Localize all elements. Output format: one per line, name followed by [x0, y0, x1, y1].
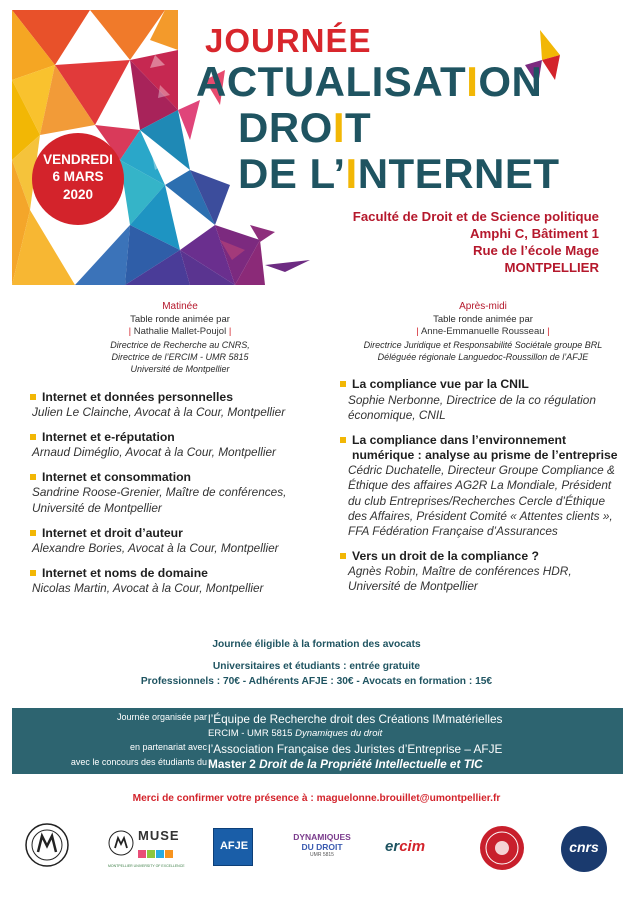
bullet-icon: [30, 474, 36, 480]
partner-logos: [0, 822, 633, 882]
list-item: [340, 433, 626, 539]
ercim-a: er: [385, 838, 400, 855]
topic-title: Internet et noms de domaine: [30, 566, 330, 581]
topic-speaker: Cédric Duchatelle, Directeur Groupe Compliance & Éthique des affaires AG2R La Mondiale, Président du club Entreprises/Recherches Cercle d’Éthique des Affaires, Président Comité « Attentes clients », FFA Fédération Française d’Assurances: [348, 463, 615, 538]
ercim-b: cim: [399, 838, 426, 855]
afje-logo: [213, 828, 253, 866]
topic-speaker: Sophie Nerbonne, Directrice de la co régulation économique, CNIL: [348, 392, 596, 422]
cnrs-logo: [561, 826, 607, 872]
afternoon-session: [340, 300, 626, 594]
topic-title: Vers un droit de la compliance ?: [340, 549, 626, 564]
moderator-role: Directrice de Recherche au CNRS,: [110, 340, 250, 351]
afternoon-header: [340, 300, 626, 363]
topic-title: Internet et droit d’auteur: [30, 526, 330, 541]
cnrs-wordmark: cnrs: [569, 839, 599, 855]
moderator-role: Université de Montpellier: [130, 364, 230, 375]
topic-speaker: Alexandre Bories, Avocat à la Cour, Montpellier: [32, 540, 279, 555]
partner-label: en partenariat avec: [129, 742, 207, 752]
partner-value: l’Association Française des Juristes d’Entreprise – AFJE: [208, 742, 503, 756]
session-title: Matinée: [162, 301, 198, 312]
topic-speaker: Nicolas Martin, Avocat à la Cour, Montpellier: [32, 581, 264, 596]
dyn-line: UMR 5815: [310, 852, 334, 858]
list-item: [30, 526, 330, 556]
rsvp-line: [0, 793, 633, 804]
moderator-role: Déléguée régionale Languedoc-Roussillon de l’AFJE: [377, 352, 589, 363]
university-seal-icon: [24, 822, 70, 868]
topic-title: Internet et données personnelles: [30, 390, 330, 405]
title-internet: DE L’INTERNET: [238, 150, 560, 197]
date-day: VENDREDI: [43, 152, 113, 167]
venue-line: Faculté de Droit et de Science politique: [352, 209, 599, 224]
venue-address: [353, 208, 599, 277]
morning-session: [30, 300, 330, 596]
ercim-logo: [385, 838, 435, 864]
moderator-role: Directrice Juridique et Responsabilité Sociétale groupe BRL: [363, 340, 603, 351]
pricing-professional: Professionnels : 70€ - Adhérents AFJE : 30€ - Avocats en formation : 15€: [140, 676, 493, 687]
topic-speaker: Julien Le Clainche, Avocat à la Cour, Montpellier: [32, 404, 286, 419]
muse-squares: [138, 845, 178, 854]
title-actualisation: ACTUALISATION: [196, 58, 543, 105]
dyn-line: DU DROIT: [301, 842, 343, 852]
bullet-icon: [30, 530, 36, 536]
organizer-label: Journée organisée par: [116, 712, 207, 722]
muse-subtitle: MONTPELLIER UNIVERSITY OF EXCELLENCE: [108, 864, 185, 868]
moderator-role: Directrice de l’ERCIM - UMR 5815: [111, 352, 249, 363]
title-journee: JOURNÉE: [205, 22, 372, 59]
list-item: [340, 377, 626, 422]
list-item: [340, 549, 626, 594]
bullet-icon: [340, 381, 346, 387]
topic-speaker: Arnaud Diméglio, Avocat à la Cour, Montpellier: [32, 445, 276, 460]
muse-logo: [108, 826, 185, 872]
dyn-line: DYNAMIQUES: [293, 832, 351, 842]
montpellier-seal-icon: [478, 824, 526, 872]
muse-emblem-icon: [108, 830, 134, 856]
moderator: | Nathalie Mallet-Poujol |: [128, 326, 232, 338]
training-eligibility: Journée éligible à la formation des avocats: [212, 639, 421, 650]
list-item: [30, 390, 330, 420]
topic-speaker: Agnès Robin, Maître de conférences HDR, Université de Montpellier: [348, 564, 572, 594]
topic-title: La compliance dans l’environnement numérique : analyse au prisme de l’entreprise: [340, 433, 626, 464]
organizers-banner: [12, 708, 623, 774]
bullet-icon: [340, 553, 346, 559]
students-value: Master 2 Droit de la Propriété Intellectuelle et TIC: [208, 757, 483, 771]
venue-line: MONTPELLIER: [504, 260, 599, 276]
date-month: 6 MARS: [52, 169, 104, 185]
venue-line: Rue de l’école Mage: [472, 243, 599, 259]
list-item: [30, 430, 330, 460]
muse-wordmark: MUSE: [138, 828, 180, 843]
bullet-icon: [30, 434, 36, 440]
bullet-icon: [30, 394, 36, 400]
date-badge: [32, 133, 124, 225]
rsvp-text: Merci de confirmer votre présence à :: [132, 793, 314, 804]
hero-header: [0, 0, 633, 285]
topic-title: Internet et e-réputation: [30, 430, 330, 445]
title-droit: DROIT: [238, 104, 372, 151]
rsvp-email[interactable]: maguelonne.brouillet@umontpellier.fr: [316, 793, 501, 804]
session-subtitle: Table ronde animée par: [433, 313, 533, 325]
organizer-value: l’Équipe de Recherche droit des Créations IMmatérielles: [208, 712, 503, 726]
session-subtitle: Table ronde animée par: [130, 313, 230, 325]
dynamiques-du-droit-logo: [293, 832, 351, 870]
afje-wordmark: AFJE: [219, 840, 249, 852]
organizer-value: ERCIM - UMR 5815 Dynamiques du droit: [208, 728, 383, 739]
list-item: [30, 470, 330, 515]
morning-header: [30, 300, 330, 376]
list-item: [30, 566, 330, 596]
pricing-free: Universitaires et étudiants : entrée gratuite: [212, 661, 421, 672]
session-title: Après-midi: [459, 301, 507, 312]
topic-speaker: Sandrine Roose-Grenier, Maître de conférences, Université de Montpellier: [32, 485, 287, 515]
date-year: 2020: [62, 186, 94, 202]
moderator: | Anne-Emmanuelle Rousseau |: [416, 326, 550, 338]
topic-title: Internet et consommation: [30, 470, 330, 485]
topic-title: La compliance vue par la CNIL: [340, 377, 626, 392]
bullet-icon: [30, 570, 36, 576]
venue-line: Amphi C, Bâtiment 1: [470, 226, 599, 242]
students-label: avec le concours des étudiants du: [70, 757, 207, 767]
bullet-icon: [340, 437, 346, 443]
